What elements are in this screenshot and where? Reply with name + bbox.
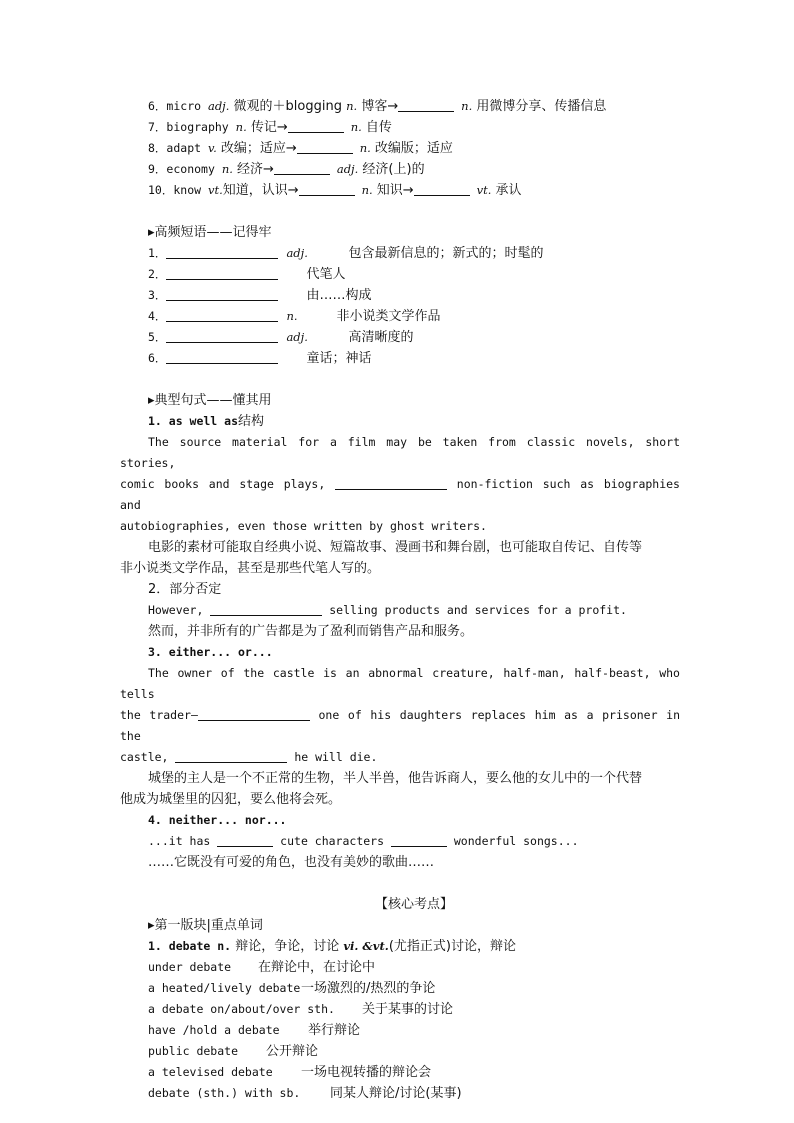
- phrase-item-3: [120, 285, 680, 306]
- phrase-item-5: [120, 327, 680, 348]
- block-header: ▸第一版块|重点单词: [148, 918, 263, 933]
- answer-blank[interactable]: [198, 706, 310, 721]
- part-of-speech: adj.: [286, 330, 308, 344]
- debate-entry-title: [120, 936, 680, 957]
- pattern-4-example: [120, 831, 680, 852]
- vocab-item-7: [120, 117, 680, 138]
- item-number: 2．: [148, 267, 167, 281]
- example-text: non-fiction such as biographies and: [120, 477, 680, 512]
- part-of-speech: vt.: [207, 183, 223, 197]
- pattern-3-translation: 城堡的主人是一个不正常的生物，半人半兽，他告诉商人，要么他的女儿中的一个代替: [148, 771, 643, 786]
- entry-meaning: (尤指正式)讨论，辩论: [388, 939, 516, 954]
- answer-blank[interactable]: [166, 286, 278, 301]
- pattern-4-translation: ……它既没有可爱的角色，也没有美妙的歌曲……: [148, 855, 435, 870]
- vocab-item-8: [120, 138, 680, 159]
- phrase-item-2: [120, 264, 680, 285]
- entry-meaning: 辩论，争论，讨论: [231, 939, 344, 954]
- debate-usage-5: [120, 1041, 680, 1062]
- pattern-3-translation-cont: 他成为城堡里的囚犯，要么他将会死。: [120, 792, 342, 807]
- answer-blank[interactable]: [398, 97, 454, 112]
- example-text: ...it has: [148, 834, 218, 848]
- answer-blank[interactable]: [166, 349, 278, 364]
- example-text: the trader—: [120, 708, 198, 722]
- answer-blank[interactable]: [166, 244, 278, 259]
- usage-chinese: 一场激烈的/热烈的争论: [301, 981, 436, 996]
- pattern-1-example: [120, 432, 680, 474]
- usage-english: a debate on/about/over sth.: [148, 1002, 335, 1016]
- vocab-word: 6．micro: [148, 99, 208, 113]
- vocab-meaning: 用微博分享、传播信息: [472, 99, 607, 114]
- part-of-speech: vi. &vt.: [343, 939, 389, 953]
- part-of-speech: adj.: [286, 246, 308, 260]
- pattern-title: 1. as well as: [148, 414, 239, 428]
- part-of-speech: n.: [235, 120, 247, 134]
- usage-english: public debate: [148, 1044, 239, 1058]
- vocab-meaning: 改编；适应→: [216, 141, 297, 156]
- answer-blank[interactable]: [288, 118, 344, 133]
- part-of-speech: adj.: [336, 162, 359, 176]
- debate-usage-7: [120, 1083, 680, 1104]
- pattern-2-example: [120, 600, 680, 621]
- answer-blank[interactable]: [166, 307, 278, 322]
- worksheet-page: [120, 96, 680, 1104]
- example-text: selling products and services for a profit.: [322, 603, 627, 617]
- vocab-item-6: [120, 96, 680, 117]
- pattern-1-translation-cont: 非小说类文学作品，甚至是那些代笔人写的。: [120, 561, 381, 576]
- pattern-4-title: 4. neither... nor...: [148, 813, 287, 827]
- entry-word: 1. debate n.: [148, 939, 232, 953]
- vocab-word: 10．know: [148, 183, 208, 197]
- pattern-3-title: 3. either... or...: [148, 645, 273, 659]
- example-text: wonderful songs...: [446, 834, 579, 848]
- item-number: 5．: [148, 330, 167, 344]
- core-section-title: 【核心考点】: [374, 897, 453, 912]
- pattern-2-title: 2．部分否定: [148, 582, 222, 597]
- answer-blank[interactable]: [414, 181, 470, 196]
- phrase-meaning: 代笔人: [306, 267, 346, 282]
- example-text: he will die.: [287, 750, 378, 764]
- usage-chinese: 在辩论中，在讨论中: [258, 960, 376, 975]
- vocab-item-10: [120, 180, 680, 201]
- part-of-speech: n.: [359, 141, 371, 155]
- phrase-meaning: 由……构成: [306, 288, 372, 303]
- translation-text: 电影的素材可能取自经典小说、短篇故事、漫画书和舞台剧，也可能取自传记、自传等: [148, 540, 643, 555]
- vocab-meaning: 自传: [361, 120, 392, 135]
- answer-blank[interactable]: [299, 181, 355, 196]
- debate-usage-1: [120, 957, 680, 978]
- debate-usage-3: [120, 999, 680, 1020]
- example-text: cute characters: [273, 834, 391, 848]
- usage-english: a heated/lively debate: [148, 981, 301, 995]
- part-of-speech: n.: [350, 120, 362, 134]
- phrase-meaning: 非小说类文学作品: [336, 309, 441, 324]
- item-number: 3．: [148, 288, 167, 302]
- phrase-meaning: 包含最新信息的；新式的；时髦的: [348, 246, 544, 261]
- usage-english: under debate: [148, 960, 232, 974]
- debate-usage-4: [120, 1020, 680, 1041]
- vocab-word: 9．economy: [148, 162, 222, 176]
- part-of-speech: n.: [221, 162, 233, 176]
- part-of-speech: adj.: [207, 99, 230, 113]
- part-of-speech: v.: [207, 141, 217, 155]
- example-line: The owner of the castle is an abnormal creature, half-man, half-beast, who tells: [120, 666, 680, 701]
- phrase-item-1: [120, 243, 680, 264]
- vocab-meaning: 传记→: [246, 120, 288, 135]
- phrase-item-6: [120, 348, 680, 369]
- answer-blank[interactable]: [175, 748, 287, 763]
- vocab-meaning: 微观的＋blogging: [229, 99, 347, 114]
- answer-blank[interactable]: [335, 475, 447, 490]
- pattern-1-translation: [120, 537, 680, 558]
- phrase-item-4: [120, 306, 680, 327]
- vocab-meaning: 经济→: [232, 162, 274, 177]
- pattern-3-example-cont: [120, 705, 680, 768]
- usage-chinese: 一场电视转播的辩论会: [301, 1065, 432, 1080]
- usage-english: have /hold a debate: [148, 1023, 280, 1037]
- answer-blank[interactable]: [217, 832, 273, 847]
- pattern-title-cn: 结构: [238, 414, 265, 429]
- answer-blank[interactable]: [274, 160, 330, 175]
- vocab-meaning: 知道，认识→: [222, 183, 299, 198]
- answer-blank[interactable]: [166, 328, 278, 343]
- part-of-speech: n.: [346, 99, 358, 113]
- example-text: castle,: [120, 750, 176, 764]
- phrases-header: ▸高频短语——记得牢: [148, 225, 272, 240]
- debate-usage-2: [120, 978, 680, 999]
- usage-chinese: 举行辩论: [308, 1023, 361, 1038]
- example-text: However,: [148, 603, 211, 617]
- vocab-meaning: 经济(上)的: [358, 162, 425, 177]
- answer-blank[interactable]: [391, 832, 447, 847]
- example-line: [120, 705, 680, 747]
- answer-blank[interactable]: [297, 139, 353, 154]
- item-number: 6．: [148, 351, 167, 365]
- pattern-2-translation: 然而，并非所有的广告都是为了盈利而销售产品和服务。: [148, 624, 474, 639]
- example-line: autobiographies, even those written by ghost writers.: [120, 519, 487, 533]
- vocab-word: 8．adapt: [148, 141, 208, 155]
- example-line: The source material for a film may be taken from classic novels, short stories,: [120, 435, 680, 470]
- phrase-meaning: 童话；神话: [306, 351, 372, 366]
- pattern-1-title: [120, 411, 680, 432]
- answer-blank[interactable]: [166, 265, 278, 280]
- usage-english: a televised debate: [148, 1065, 273, 1079]
- usage-english: debate (sth.) with sb.: [148, 1086, 301, 1100]
- sentences-header: ▸典型句式——懂其用: [148, 393, 272, 408]
- vocab-meaning: 承认: [491, 183, 522, 198]
- vocab-meaning: 知识→: [372, 183, 414, 198]
- item-number: 1．: [148, 246, 167, 260]
- usage-chinese: 公开辩论: [266, 1044, 319, 1059]
- vocab-word: 7．biography: [148, 120, 236, 134]
- part-of-speech: n.: [286, 309, 298, 323]
- vocab-item-9: [120, 159, 680, 180]
- phrase-meaning: 高清晰度的: [348, 330, 414, 345]
- vocab-meaning: 博客→: [357, 99, 399, 114]
- part-of-speech: vt.: [476, 183, 492, 197]
- example-text: one of his daughters replaces him as a prisoner in the: [120, 708, 680, 743]
- pattern-1-example-cont: [120, 474, 680, 537]
- item-number: 4．: [148, 309, 167, 323]
- example-line: [120, 747, 680, 768]
- usage-chinese: 关于某事的讨论: [362, 1002, 454, 1017]
- example-text: comic books and stage plays,: [120, 477, 336, 491]
- part-of-speech: n.: [461, 99, 473, 113]
- pattern-3-example: [120, 663, 680, 705]
- example-line: [120, 474, 680, 516]
- usage-chinese: 同某人辩论/讨论(某事): [330, 1086, 462, 1101]
- vocab-meaning: 改编版；适应: [370, 141, 453, 156]
- answer-blank[interactable]: [210, 601, 322, 616]
- debate-usage-6: [120, 1062, 680, 1083]
- part-of-speech: n.: [361, 183, 373, 197]
